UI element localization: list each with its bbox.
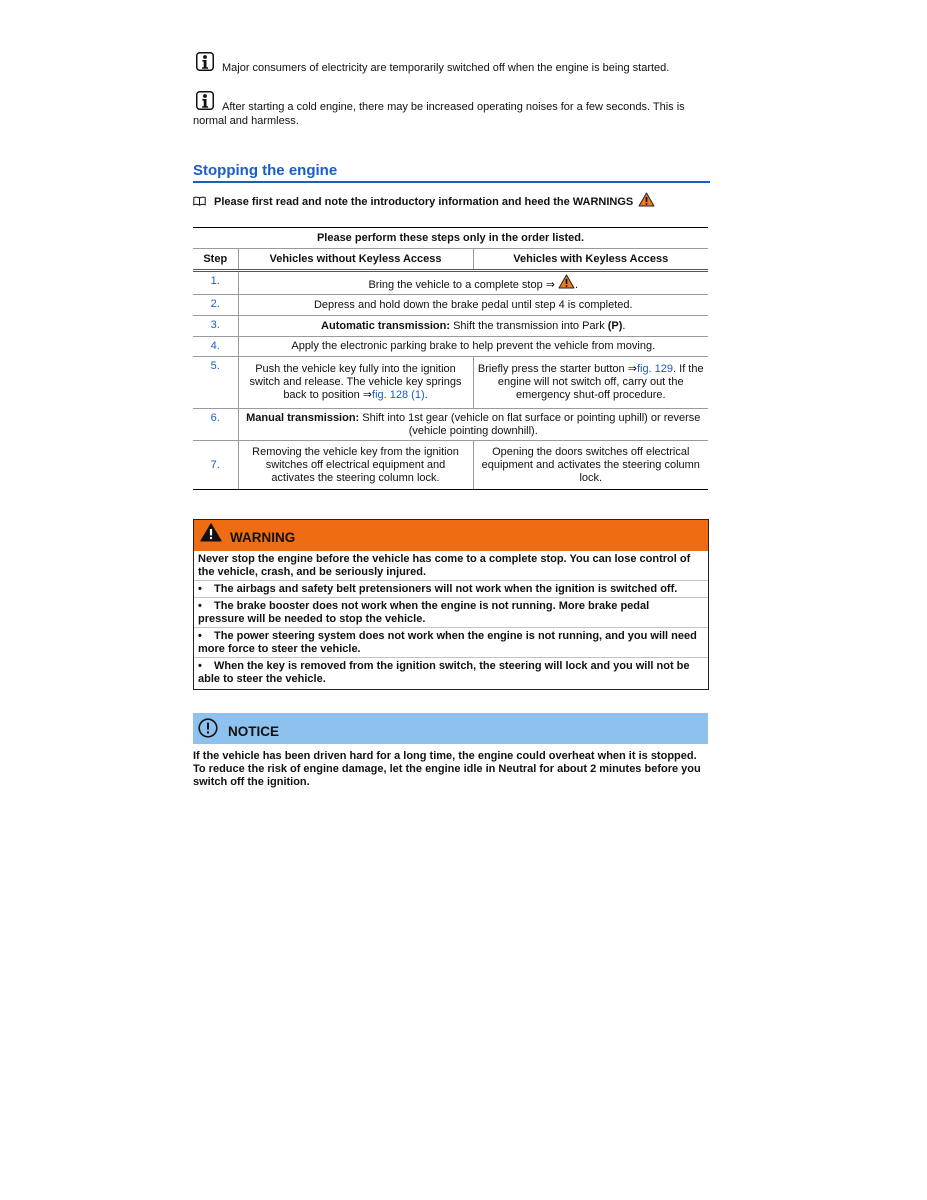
info-note-text: After starting a cold engine, there may be increased operating noises for a few seconds. This is normal and harmless.: [193, 101, 685, 127]
step-emphasis: (P): [607, 319, 623, 332]
step-number: 5.: [193, 357, 238, 409]
step-number: 3.: [193, 316, 238, 337]
notice-label: NOTICE: [228, 724, 280, 739]
step-instruction: [238, 271, 708, 295]
step-text: Apply the electronic parking brake to help prevent the vehicle from moving.: [291, 340, 656, 352]
step-instruction: [238, 337, 708, 357]
warning-bullet-text: When the key is removed from the ignition switch, the steering will lock and you will not be able to steer the vehicle.: [198, 660, 690, 685]
step-cell-with-keyless: [473, 357, 708, 409]
step-instruction: [238, 295, 708, 316]
col-header-step: Step: [193, 249, 238, 271]
info-icon: [196, 52, 214, 71]
step-text-end: .: [575, 279, 579, 291]
warning-bullet: [194, 657, 708, 689]
step-label: Automatic transmission:: [321, 319, 451, 332]
step-number: 2.: [193, 295, 238, 316]
table-row: [193, 271, 708, 295]
info-note: [193, 91, 710, 128]
table-caption: Please perform these steps only in the order listed.: [193, 228, 708, 249]
warning-bullet: [194, 627, 708, 657]
notice-text: If the vehicle has been driven hard for a long time, the engine could overheat when it is stopped. To reduce the risk of engine damage, let the engine idle in Neutral for about 2 minutes before you switch off the ignition.: [193, 750, 701, 788]
intro-text: Please first read and note the introductory information and heed the WARNINGS: [214, 196, 634, 208]
col-header-with-keyless: Vehicles with Keyless Access: [473, 249, 708, 271]
intro-line: [193, 192, 710, 209]
table-row: [193, 337, 708, 357]
warning-bullet-text: The brake booster does not work when the engine is not running. More brake pedal pressure will be needed to stop the vehicle.: [198, 600, 650, 625]
book-icon: [193, 196, 206, 206]
table-row: [193, 316, 708, 337]
info-note-text: Major consumers of electricity are temporarily switched off when the engine is being started.: [222, 62, 670, 74]
warning-bullet: [194, 580, 708, 597]
steps-table: [193, 227, 708, 490]
step-cell-with-keyless: [473, 441, 708, 490]
warning-bullet-text: The airbags and safety belt pretensioners will not work when the ignition is switched off.: [214, 583, 678, 595]
table-row: [193, 441, 708, 490]
step-text: Push the vehicle key fully into the ignition switch and release. The vehicle key springs back to position ⇒: [249, 363, 462, 401]
col-header-without-keyless: Vehicles without Keyless Access: [238, 249, 473, 271]
step-text: Shift into 1st gear (vehicle on flat surface or pointing uphill) or reverse (vehicle pointing downhill).: [359, 411, 701, 437]
step-label: Manual transmission:: [246, 411, 360, 424]
bullet-symbol: •: [198, 600, 202, 612]
figure-link[interactable]: fig. 129: [636, 363, 674, 375]
step-instruction: [238, 409, 708, 441]
step-text: Bring the vehicle to a complete stop ⇒: [368, 279, 555, 291]
table-header-row: [193, 249, 708, 271]
table-row: [193, 295, 708, 316]
warning-label: WARNING: [230, 530, 296, 545]
bullet-symbol: •: [198, 583, 202, 595]
warning-triangle-icon: [200, 523, 222, 542]
warning-triangle-icon[interactable]: [558, 274, 575, 289]
step-number: 4.: [193, 337, 238, 357]
table-row: [193, 357, 708, 409]
bullet-symbol: •: [198, 630, 202, 642]
step-text-end: .: [622, 319, 626, 332]
info-icon: [196, 91, 214, 110]
step-text: Shift the transmission into Park: [450, 319, 608, 332]
warning-bullet-text: The power steering system does not work when the engine is not running, and you will need more force to steer the vehicle.: [198, 630, 697, 655]
warning-lead: Never stop the engine before the vehicle has come to a complete stop. You can lose control of the vehicle, crash, and be seriously injured.: [198, 553, 691, 578]
step-text-end: . If the engine will not switch off, carry out the emergency shut-off procedure.: [497, 363, 704, 401]
exclamation-circle-icon: [198, 718, 218, 738]
warning-box: [193, 519, 709, 690]
step-text: Opening the doors switches off electrical equipment and activates the steering column lock.: [481, 445, 700, 484]
step-cell-without-keyless: [238, 441, 473, 490]
warning-header: [194, 520, 708, 551]
step-text: Briefly press the starter button ⇒: [477, 363, 637, 375]
table-row: [193, 409, 708, 441]
step-text: Depress and hold down the brake pedal until step 4 is completed.: [313, 298, 633, 311]
step-cell-without-keyless: [238, 357, 473, 409]
step-number: 7.: [193, 441, 238, 490]
step-number: 1.: [193, 271, 238, 295]
info-note: [193, 52, 710, 75]
warning-triangle-icon[interactable]: [638, 192, 655, 207]
figure-link[interactable]: fig. 128 (1): [372, 389, 425, 401]
step-text-end: .: [424, 389, 428, 401]
step-instruction: [238, 316, 708, 337]
step-number: 6.: [193, 409, 238, 441]
notice-header: [193, 713, 708, 744]
bullet-symbol: •: [198, 660, 202, 672]
warning-bullet: [194, 597, 708, 627]
table-caption-row: [193, 228, 708, 249]
section-title: Stopping the engine: [193, 160, 710, 183]
step-text: Removing the vehicle key from the ignition switches off electrical equipment and activates the steering column lock.: [252, 445, 459, 484]
